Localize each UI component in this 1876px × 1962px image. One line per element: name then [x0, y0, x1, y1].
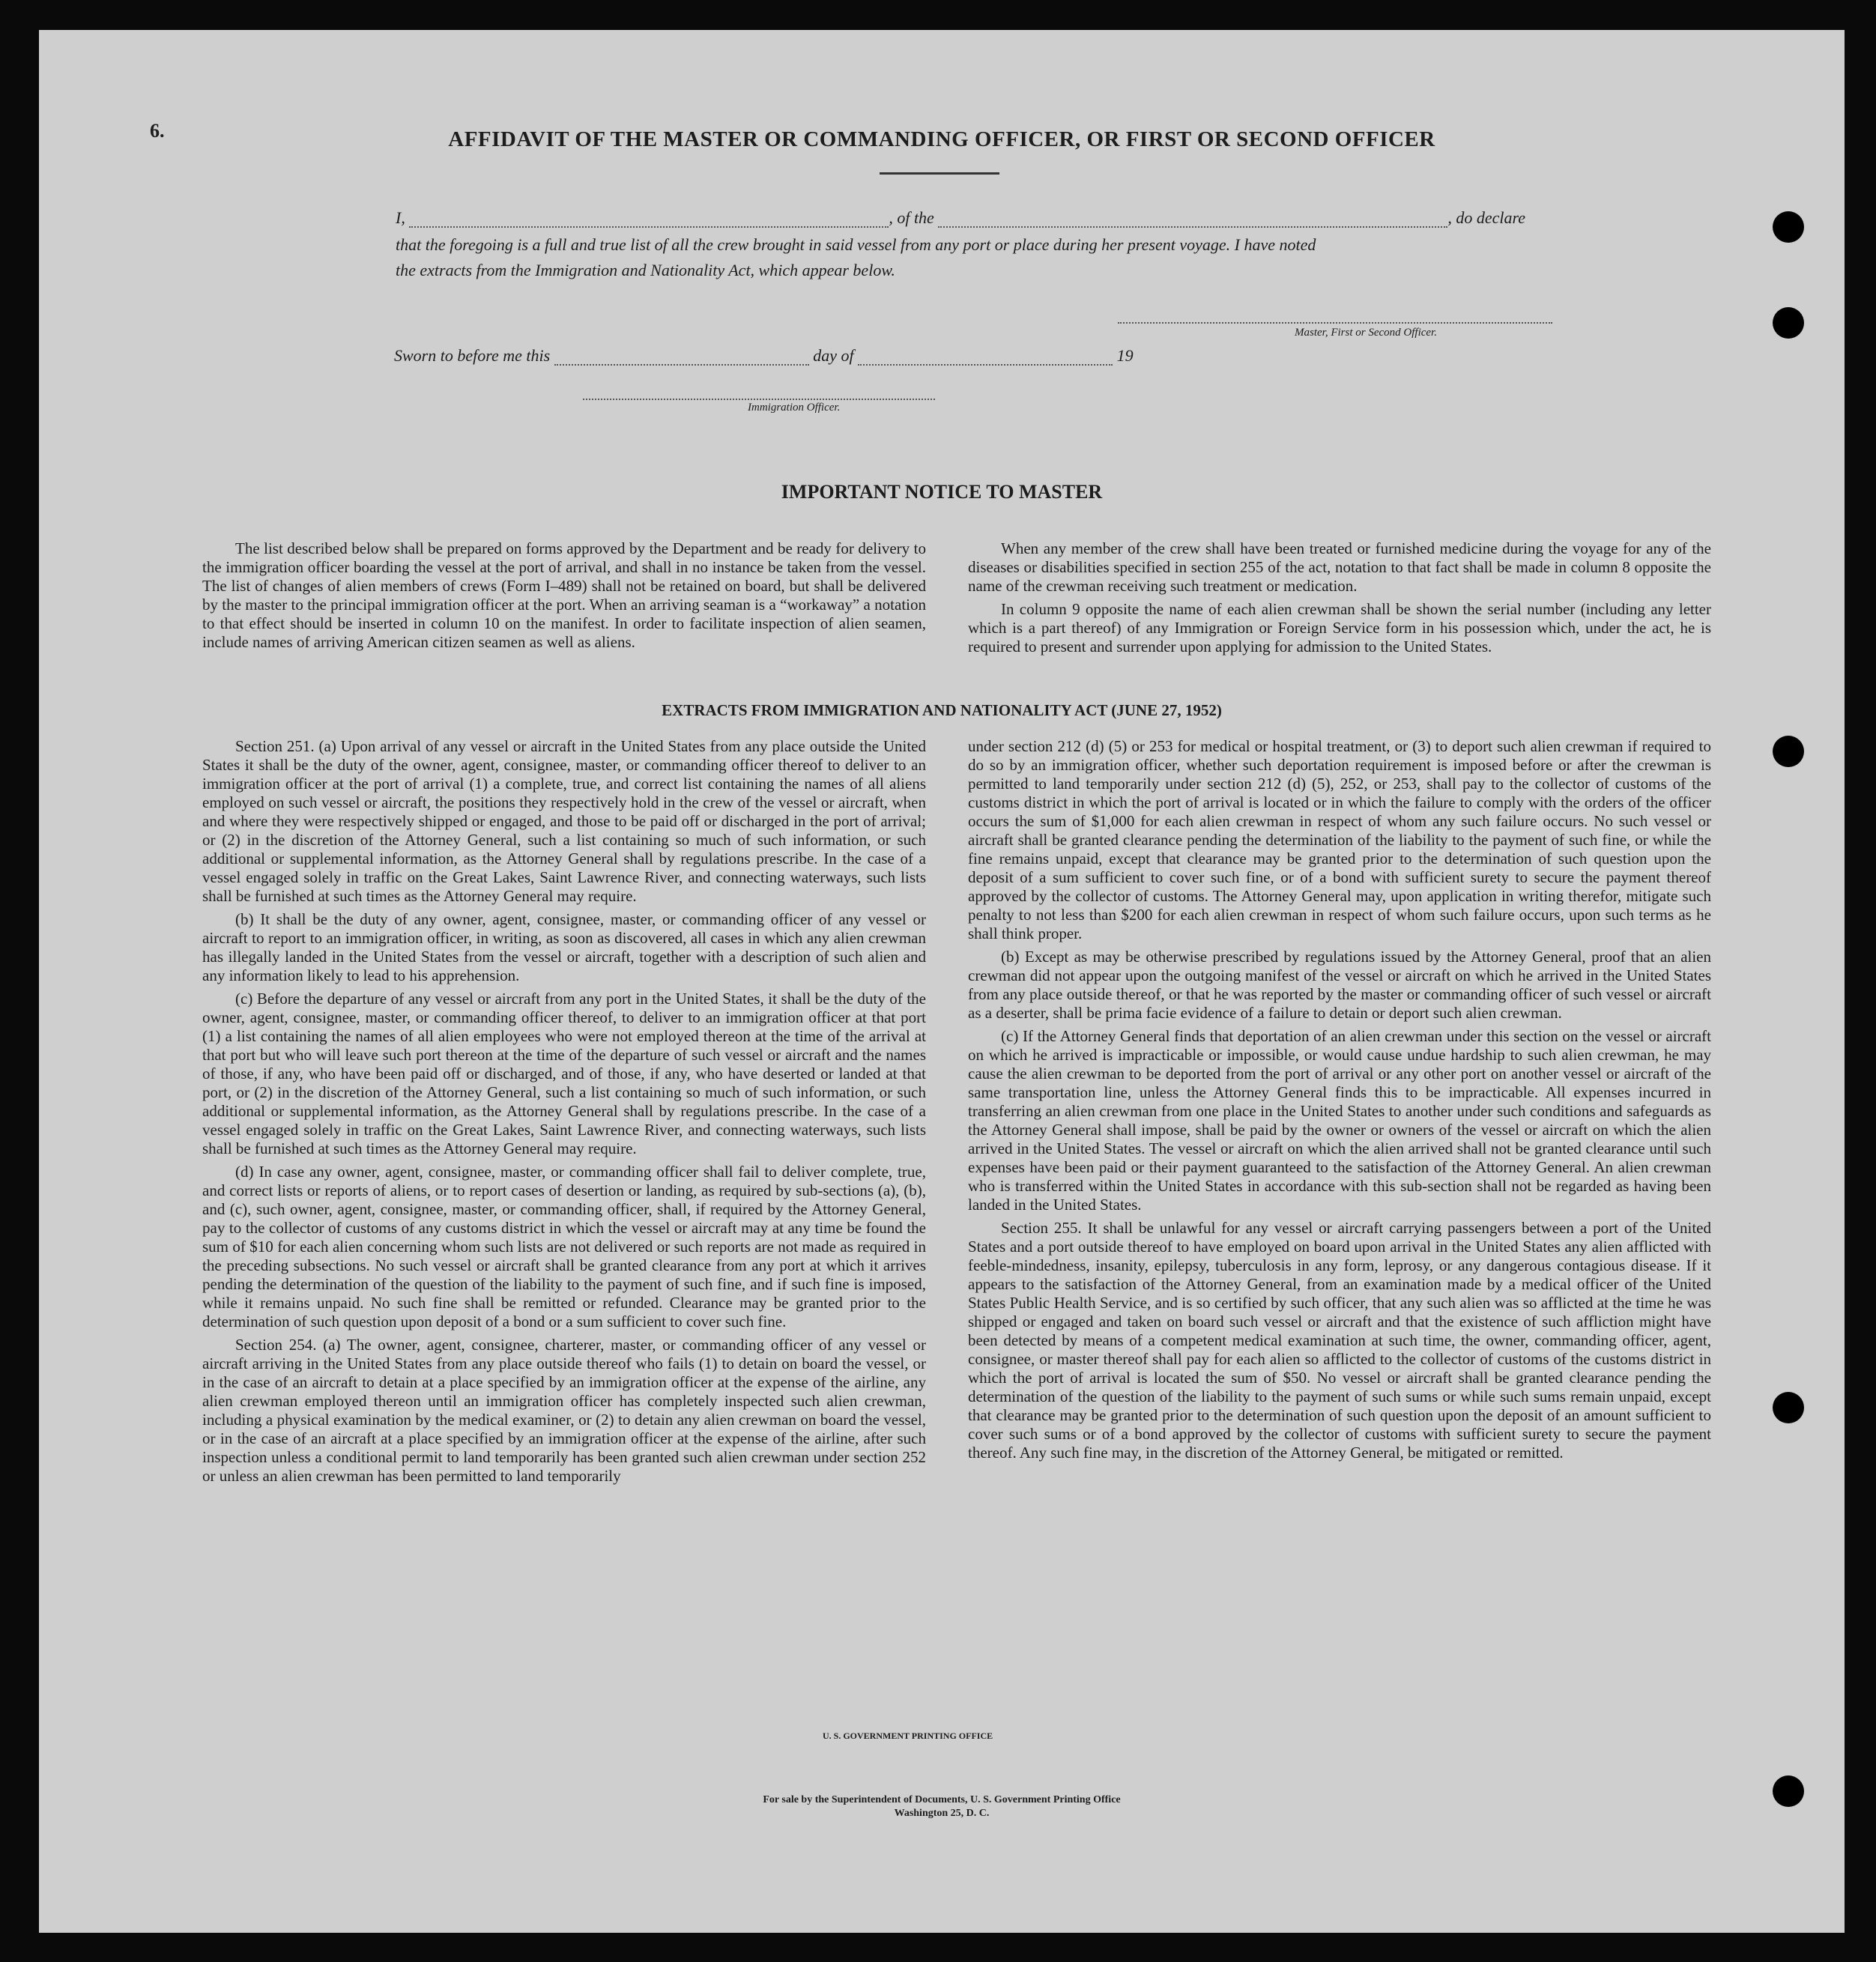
affidavit-line-2: that the foregoing is a full and true list of all the crew brought in said vessel from any port or place during her present voyage. I have noted: [396, 235, 1316, 254]
sworn-to-text: Sworn to before me this: [394, 346, 551, 365]
master-signature-line[interactable]: [1118, 322, 1552, 324]
punch-hole: [1773, 307, 1804, 339]
section-254-c: (c) If the Attorney General finds that deportation of an alien crewman under this section on the vessel or aircraft on which he arrived is impracticable or impossible, or would cause undue hardship to such alien crewman, he may cause the alien crewman to be deported from the port of arrival or any other port on another vessel or aircraft of the same transportation line, unless the Attorney General finds this to be impracticable. All expenses incurred in transferring an alien crewman from one place in the United States to another under such conditions and safeguards as the Attorney General shall impose, shall be paid by the owner or owners of the vessel or aircraft on which the alien arrived in the United States. The vessel or aircraft on which the alien arrived shall not be granted clearance until such expenses have been paid or their payment guaranteed to the satisfaction of the Attorney General. An alien crewman who is transferred within the United States in accordance with this sub-section shall not be regarded as having been landed in the United States.: [968, 1027, 1711, 1214]
extracts-title: EXTRACTS FROM IMMIGRATION AND NATIONALITY ACT (JUNE 27, 1952): [662, 701, 1222, 719]
punch-hole: [1773, 211, 1804, 243]
notice-right-column: [968, 539, 1711, 661]
section-254-a-continued: under section 212 (d) (5) or 253 for medical or hospital treatment, or (3) to deport such alien crewman if required to do so by an immigration officer, whether such deportation requirement is imposed before or after the crewman is permitted to land temporarily under section 212 (d) (5), 252, or 253, shall pay to the collector of customs of the customs district in which the port of arrival is located or in which the failure to comply with the orders of the officer occurs the sum of $1,000 for each alien crewman in respect of whom any such failure occurs. No such vessel or aircraft shall be granted clearance pending the determination of the liability to the payment of such fine, or while the fine remains unpaid, except that clearance may be granted prior to the determination of such question upon the deposit of a sum sufficient to cover such fine, or of a bond with sufficient surety to secure the payment thereof approved by the collector of customs. The Attorney General may, upon application in writing therefor, mitigate such penalty to not less than $200 for each alien crewman in respect of whom such failure occurs, upon such terms as he shall think proper.: [968, 737, 1711, 942]
affidavit-line-1: [396, 208, 1564, 228]
title-rule: [880, 172, 999, 175]
section-251-d: (d) In case any owner, agent, consignee, master, or commanding officer shall fail to deliver complete, true, and correct lists or reports of aliens, or to report cases of desertion or landing, as required by sub-sections (a), (b), and (c), such owner, agent, consignee, master, or commanding officer, shall, if required by the Attorney General, pay to the collector of customs of any customs district in which the vessel or aircraft may at any time be found the sum of $10 for each alien concerning whom such lists are not delivered or such reports are not made as required in the preceding subsections. No such vessel or aircraft shall be granted clearance from any port at which it arrives pending the determination of the question of the liability to the payment of such fine, and if such fine is imposed, while it remains unpaid. No such fine shall be remitted or refunded. Clearance may be granted prior to the determination of such question upon deposit of a bond or a sum sufficient to cover such fine.: [202, 1163, 926, 1330]
affidavit-do-declare: , do declare: [1447, 208, 1525, 227]
notice-right-paragraph-1: When any member of the crew shall have been treated or furnished medicine during the voyage for any of the diseases or disabilities specified in section 255 of the act, notation to that fact shall be made in column 8 opposite the name of the crewman receiving such treatment or medication.: [968, 539, 1711, 595]
day-of-text: day of: [813, 346, 854, 365]
master-signature-label: Master, First or Second Officer.: [1295, 327, 1437, 339]
section-251-b: (b) It shall be the duty of any owner, agent, consignee, master, or commanding officer of any vessel or aircraft to report to an immigration officer, in writing, as soon as discovered, all cases in which any alien crewman has illegally landed in the United States from the vessel or aircraft, together with a description of such alien and any information likely to lead to his apprehension.: [202, 910, 926, 984]
sale-line-2: Washington 25, D. C.: [894, 1808, 990, 1819]
page-number: 6.: [150, 120, 165, 142]
affidavit-i: I,: [396, 208, 405, 227]
section-254-b: (b) Except as may be otherwise prescribed by regulations issued by the Attorney General, proof that an alien crewman did not appear upon the outgoing manifest of the vessel or aircraft on which he arrived in the United States from any place outside thereof, or that he was reported by the master or commanding officer of such vessel or aircraft as a deserter, shall be prima facie evidence of a failure to detain or deport such alien crewman.: [968, 948, 1711, 1022]
punch-hole: [1773, 736, 1804, 767]
sale-line-1: For sale by the Superintendent of Documents, U. S. Government Printing Office: [763, 1794, 1121, 1805]
affidavit-title: AFFIDAVIT OF THE MASTER OR COMMANDING OFFICER, OR FIRST OR SECOND OFFICER: [448, 127, 1435, 151]
vessel-name-blank[interactable]: [938, 213, 1447, 228]
notice-title: IMPORTANT NOTICE TO MASTER: [781, 481, 1103, 503]
year-text: 19: [1116, 346, 1134, 365]
extracts-left-column: [202, 737, 926, 1490]
section-251-c: (c) Before the departure of any vessel or aircraft from any port in the United States, it shall be the duty of the owner, agent, consignee, master, or commanding officer thereof, to deliver to an immigration officer at that port (1) a list containing the names of all alien employees who were not employed thereon at the time of the arrival at that port but who will leave such port thereon at the time of the departure of such vessel or aircraft and the names of those, if any, who have been paid off or discharged, and of those, if any, who have deserted or landed at that port, or (2) in the discretion of the Attorney General, such a list containing so much of such information, or such additional or supplemental information, as the Attorney General shall by regulations prescribe. In the case of a vessel engaged solely in traffic on the Great Lakes, Saint Lawrence River, and connecting waterways, such lists shall be furnished at such times as the Attorney General may require.: [202, 990, 926, 1157]
declarant-name-blank[interactable]: [409, 213, 889, 228]
immigration-officer-label: Immigration Officer.: [748, 402, 841, 414]
sworn-line: [394, 346, 1323, 366]
affidavit-line-3: the extracts from the Immigration and Nationality Act, which appear below.: [396, 261, 895, 279]
document-sheet: [39, 30, 1845, 1933]
affidavit-of-the: , of the: [889, 208, 934, 227]
extracts-right-column: [968, 737, 1711, 1467]
sworn-month-blank[interactable]: [858, 351, 1113, 366]
immigration-officer-signature-line[interactable]: [583, 399, 935, 400]
section-251-a: Section 251. (a) Upon arrival of any vessel or aircraft in the United States from any place outside the United States it shall be the duty of the owner, agent, consignee, master, or commanding officer thereof to deliver to an immigration officer at the port of arrival (1) a complete, true, and correct list containing the names of all aliens employed on such vessel or aircraft, the positions they respectively hold in the crew of the vessel or aircraft, when and where they were respectively shipped or engaged, and those to be paid off or discharged in the port of arrival; or (2) in the discretion of the Attorney General, such a list containing so much of such information, or such additional or supplemental information, as the Attorney General shall by regulations prescribe. In the case of a vessel engaged solely in traffic on the Great Lakes, Saint Lawrence River, and connecting waterways, such lists shall be furnished at such times as the Attorney General may require.: [202, 737, 926, 905]
notice-right-paragraph-2: In column 9 opposite the name of each alien crewman shall be shown the serial number (including any letter which is a part thereof) of any Immigration or Foreign Service form in his possession which, under the act, he is required to present and surrender upon applying for admission to the United States.: [968, 600, 1711, 655]
gpo-imprint: U. S. GOVERNMENT PRINTING OFFICE: [823, 1731, 993, 1741]
section-255: Section 255. It shall be unlawful for any vessel or aircraft carrying passengers between a port of the United States and a port outside thereof to have employed on board upon arrival in the United States any alien afflicted with feeble-mindedness, insanity, epilepsy, tuberculosis in any form, leprosy, or any dangerous contagious disease. If it appears to the satisfaction of the Attorney General, from an examination made by a medical officer of the United States Public Health Service, and is so certified by such officer, that any such alien was so afflicted at the time he was shipped or engaged and taken on board such vessel or aircraft and that the existence of such affliction might have been detected by means of a competent medical examination at such time, the owner, commanding officer, agent, consignee, or master thereof shall pay for each alien so afflicted to the collector of customs of the customs district in which the port of arrival is located the sum of $50. No vessel or aircraft shall be granted clearance pending the determination of the question of the liability to the payment of such sums or while such sums remain unpaid, except that clearance may be granted prior to the determination of such question upon the deposit of an amount sufficient to cover such sums or of a bond approved by the collector of customs with sufficient surety to secure the payment thereof. Any such fine may, in the discretion of the Attorney General, be mitigated or remitted.: [968, 1219, 1711, 1462]
sworn-day-blank[interactable]: [554, 351, 809, 366]
notice-left-column: [202, 539, 926, 656]
notice-left-paragraph: The list described below shall be prepared on forms approved by the Department and be ready for delivery to the immigration officer boarding the vessel at the port of arrival, and shall in no instance be taken from the vessel. The list of changes of alien members of crews (Form I–489) shall not be retained on board, but shall be delivered by the master to the principal immigration officer at the port. When an arriving seaman is a “workaway” a notation to that effect should be inserted in column 10 on the manifest. In order to facilitate inspection of alien seamen, include names of arriving American citizen seamen as well as aliens.: [202, 539, 926, 651]
section-254-a: Section 254. (a) The owner, agent, consignee, charterer, master, or commanding officer of any vessel or aircraft arriving in the United States from any place outside thereof who fails (1) to detain on board the vessel, or in the case of an aircraft to detain at a place specified by an immigration officer at the expense of the airline, any alien crewman employed thereon until an immigration officer has completely inspected such alien crewman, including a physical examination by the medical examiner, or (2) to detain any alien crewman on board the vessel, or in the case of an aircraft at a place specified by an immigration officer at the expense of the airline, after such inspection unless a conditional permit to land temporarily has been granted such alien crewman under section 252 or unless an alien crewman has been permitted to land temporarily: [202, 1336, 926, 1485]
punch-hole: [1773, 1392, 1804, 1423]
punch-hole: [1773, 1775, 1804, 1807]
